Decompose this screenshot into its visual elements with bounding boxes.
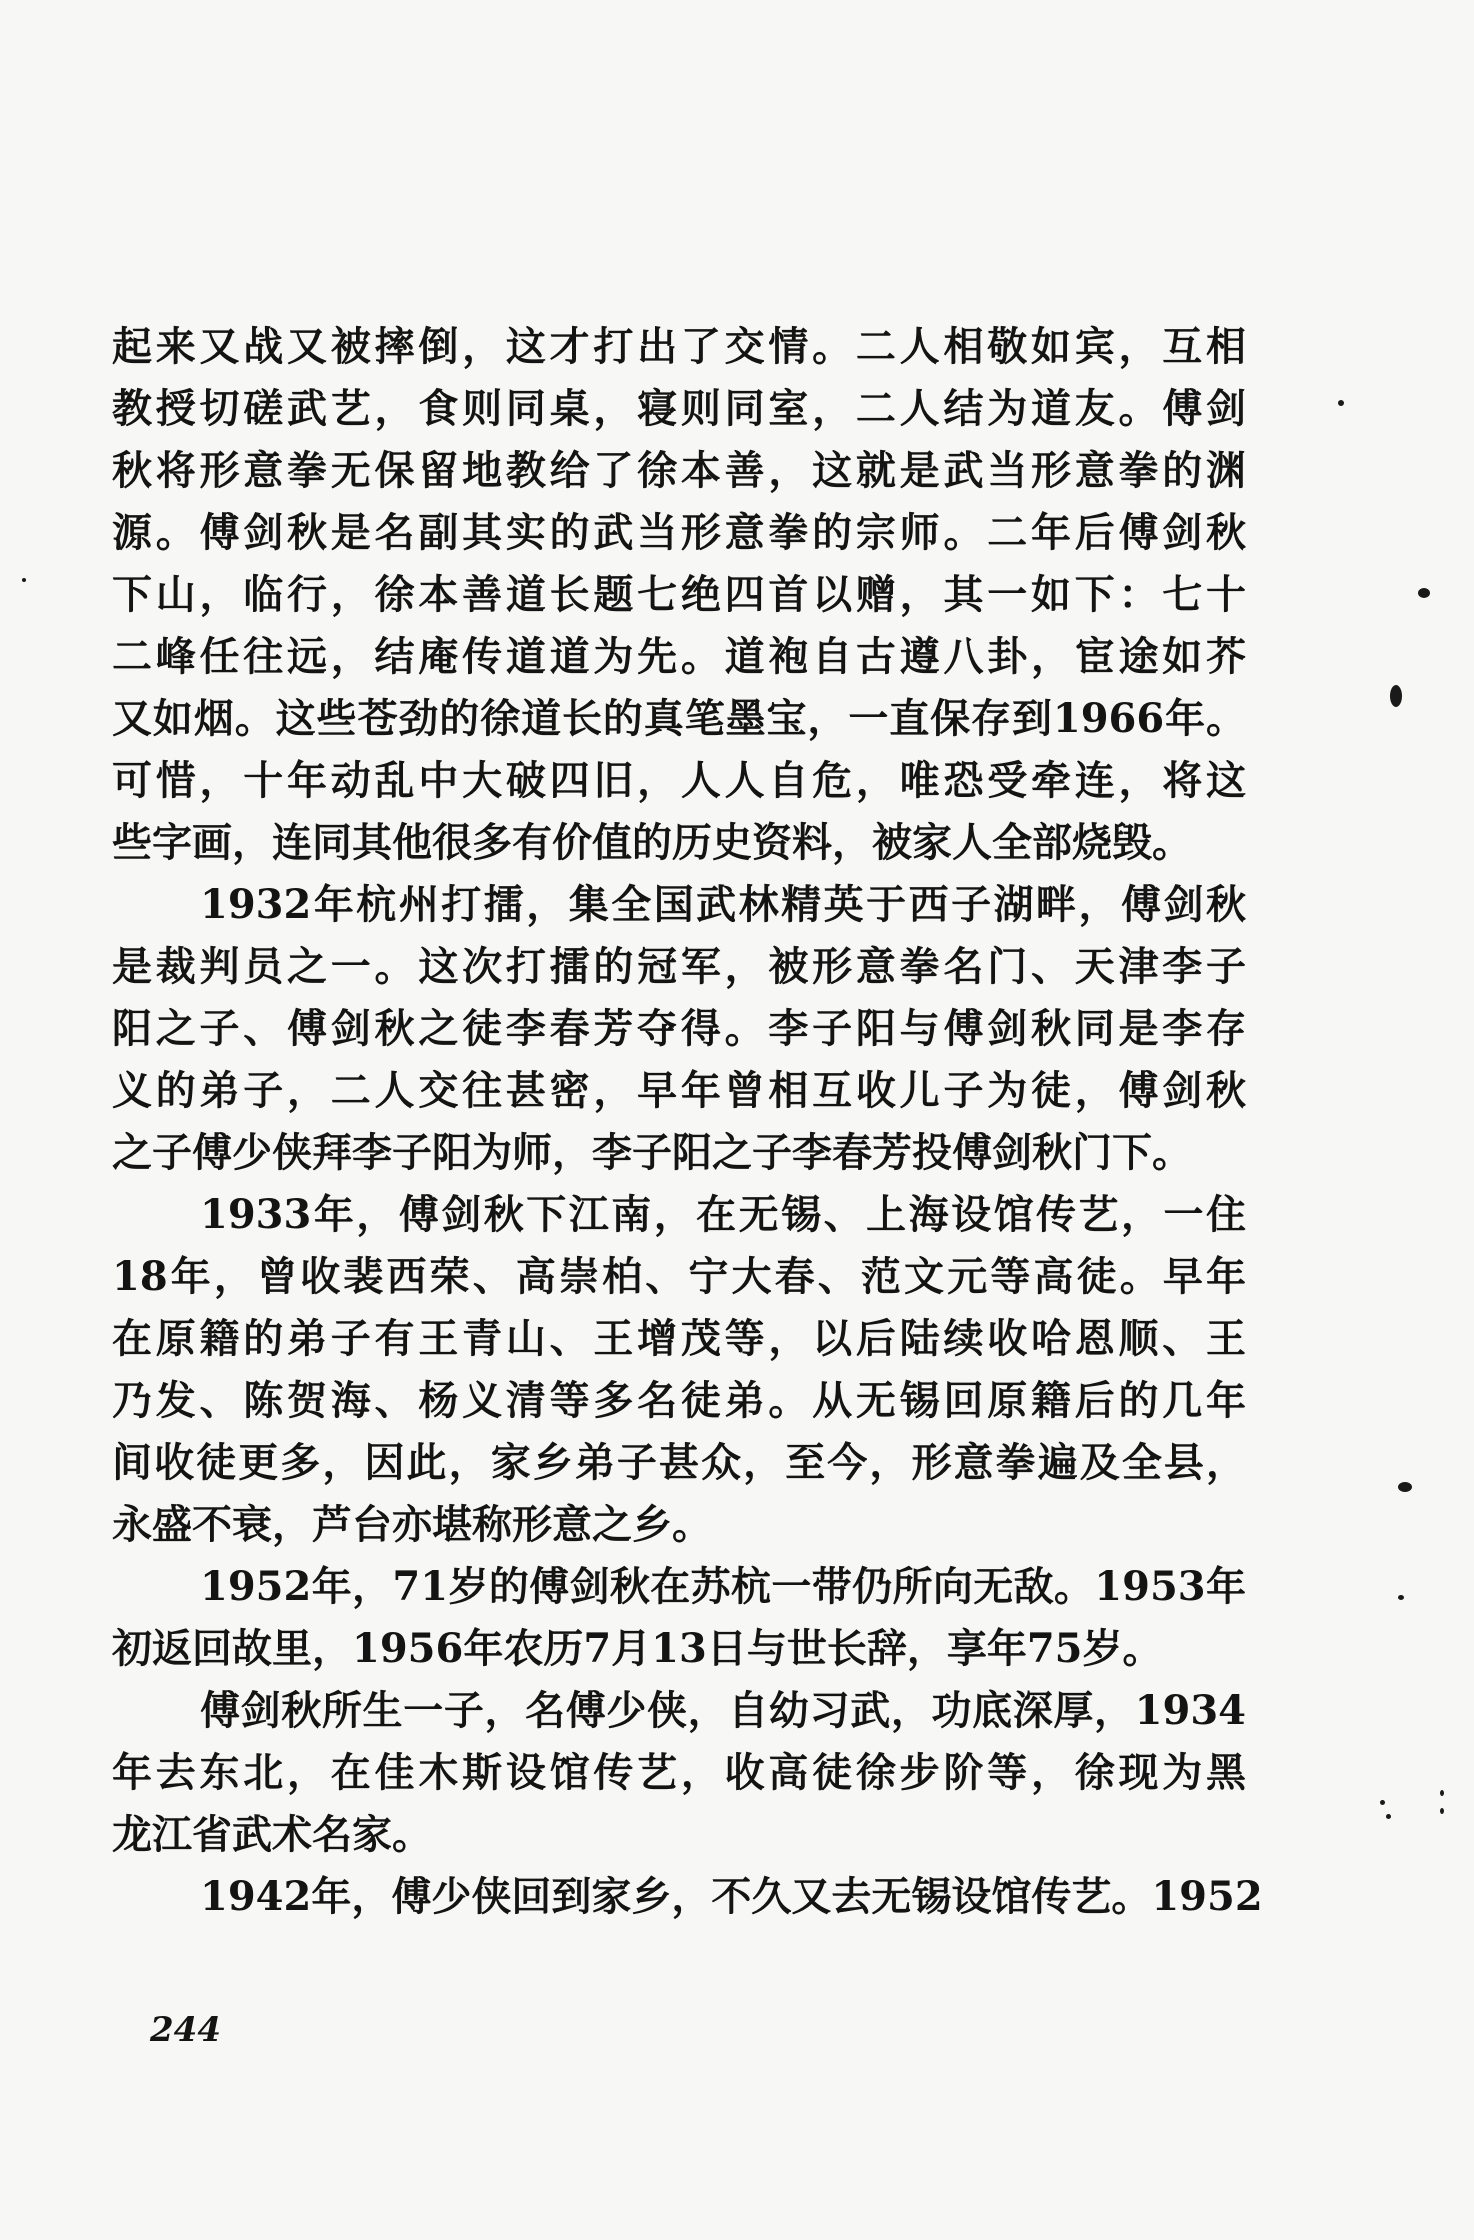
scan-speck [22, 578, 26, 582]
scan-speck [1386, 1814, 1391, 1819]
scan-speck [1418, 588, 1430, 598]
text-line: 些字画，连同其他很多有价值的历史资料，被家人全部烧毁。 [112, 819, 1192, 866]
scan-speck [1398, 1595, 1404, 1600]
text-line: 源。傅剑秋是名副其实的武当形意拳的宗师。二年后傅剑秋 [112, 509, 1246, 556]
scan-speck [1440, 1790, 1444, 1796]
text-line: 永盛不衰，芦台亦堪称形意之乡。 [112, 1501, 712, 1548]
text-line: 阳之子、傅剑秋之徒李春芳夺得。李子阳与傅剑秋同是李存 [112, 1005, 1246, 1052]
text-line: 之子傅少侠拜李子阳为师，李子阳之子李春芳投傅剑秋门下。 [112, 1129, 1192, 1176]
text-line: 年去东北，在佳木斯设馆传艺，收高徒徐步阶等，徐现为黑 [112, 1749, 1246, 1796]
scan-speck [1440, 1808, 1444, 1814]
text-line: 起来又战又被摔倒，这才打出了交情。二人相敬如宾，互相 [112, 323, 1246, 370]
text-line: 教授切磋武艺，食则同桌，寝则同室，二人结为道友。傅剑 [112, 385, 1246, 432]
text-line: 是裁判员之一。这次打擂的冠军，被形意拳名门、天津李子 [112, 943, 1246, 990]
text-line: 间收徒更多，因此，家乡弟子甚众，至今，形意拳遍及全县， [112, 1439, 1246, 1486]
paragraph-first-line: 傅剑秋所生一子，名傅少侠，自幼习武，功底深厚，1934 [200, 1687, 1246, 1734]
paragraph-first-line: 1942年，傅少侠回到家乡，不久又去无锡设馆传艺。1952 [200, 1873, 1263, 1920]
paragraph-first-line: 1933年，傅剑秋下江南，在无锡、上海设馆传艺，一住 [200, 1191, 1246, 1238]
text-line: 二峰任往远，结庵传道道为先。道袍自古遵八卦，宦途如芥 [112, 633, 1246, 680]
text-line: 又如烟。这些苍劲的徐道长的真笔墨宝，一直保存到1966年。 [112, 695, 1246, 742]
scan-speck [1380, 1800, 1385, 1805]
text-line: 下山，临行，徐本善道长题七绝四首以赠，其一如下：七十 [112, 571, 1246, 618]
text-line: 18年，曾收裴西荣、高崇柏、宁大春、范文元等高徒。早年 [112, 1253, 1246, 1300]
paragraph-first-line: 1932年杭州打擂，集全国武林精英于西子湖畔，傅剑秋 [200, 881, 1246, 928]
text-line: 在原籍的弟子有王青山、王增茂等，以后陆续收哈恩顺、王 [112, 1315, 1246, 1362]
body-text [112, 316, 1263, 1928]
text-line: 可惜，十年动乱中大破四旧，人人自危，唯恐受牵连，将这 [112, 757, 1246, 804]
text-line: 龙江省武术名家。 [112, 1811, 432, 1858]
scan-speck [1390, 685, 1402, 707]
text-line: 义的弟子，二人交往甚密，早年曾相互收儿子为徒，傅剑秋 [112, 1067, 1246, 1114]
scan-speck [1398, 1482, 1412, 1492]
text-line: 初返回故里，1956年农历7月13日与世长辞，享年75岁。 [112, 1625, 1163, 1672]
text-line: 秋将形意拳无保留地教给了徐本善，这就是武当形意拳的渊 [112, 447, 1246, 494]
paragraph-first-line: 1952年，71岁的傅剑秋在苏杭一带仍所向无敌。1953年 [200, 1563, 1246, 1610]
text-line: 乃发、陈贺海、杨义清等多名徒弟。从无锡回原籍后的几年 [112, 1377, 1246, 1424]
page-number: 244 [150, 2010, 221, 2050]
scan-speck [1338, 400, 1344, 406]
